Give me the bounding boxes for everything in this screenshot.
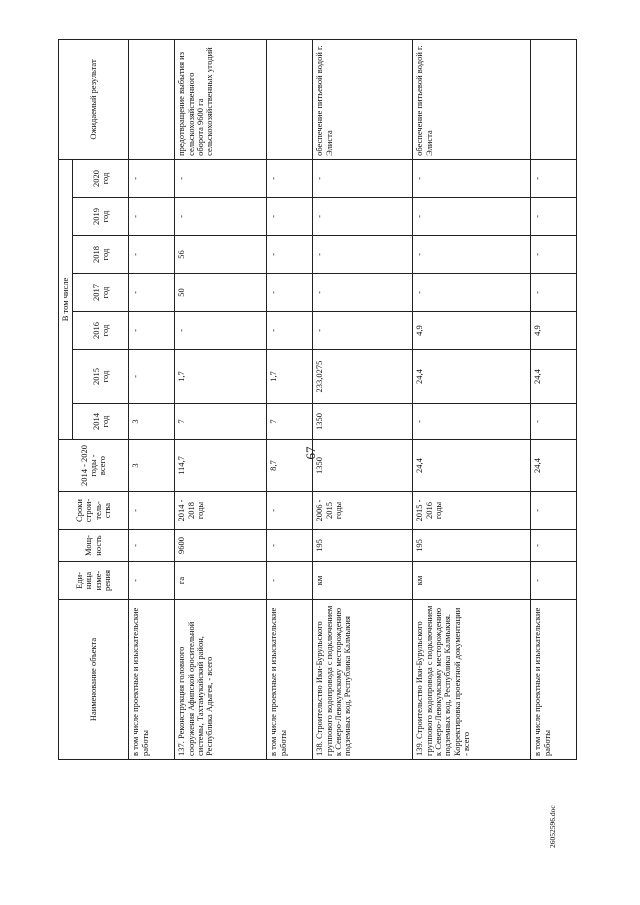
doc-code: 26052596.doc: [548, 805, 557, 848]
cell-terms: -: [129, 492, 175, 530]
cell-year-2020: -: [313, 159, 413, 197]
header-label: 2014 год: [90, 413, 110, 430]
table-row: [531, 39, 577, 759]
rotated-table-container: [58, 40, 558, 760]
cell-year-2018: -: [413, 236, 531, 274]
cell-capacity: 9600: [175, 530, 267, 562]
header-label: 2017 год: [90, 284, 110, 301]
cell-name: 137. Реконструкция головного сооружения Афипской оросительной системы, Тахтамукайский район, Республика Адыгея, - всего: [175, 600, 267, 760]
cell-name: в том числе проектные и изыскательские работы: [267, 600, 313, 760]
cell-terms: -: [267, 492, 313, 530]
cell-year-2017: -: [413, 274, 531, 312]
header-year-2016: [73, 312, 129, 350]
table-row: [129, 39, 175, 759]
header-label: Сроки строи- тель- ства: [73, 498, 113, 523]
header-terms: [59, 492, 129, 530]
investment-table: [58, 39, 577, 760]
header-label: Мощ- ность: [83, 535, 103, 556]
cell-year-2016: -: [175, 312, 267, 350]
cell-year-2019: -: [267, 198, 313, 236]
cell-year-2017: 50: [175, 274, 267, 312]
cell-total: 1350: [313, 440, 413, 492]
header-year-2014: [73, 404, 129, 440]
cell-total: 3: [129, 440, 175, 492]
table-row: [267, 39, 313, 759]
header-year-2017: [73, 274, 129, 312]
header-result: Ожидаемый результат: [59, 39, 129, 159]
cell-total: 24,4: [531, 440, 577, 492]
cell-year-2020: -: [531, 159, 577, 197]
cell-year-2014: -: [413, 404, 531, 440]
header-total: [59, 440, 129, 492]
cell-terms: 2014 - 2018 годы: [175, 492, 267, 530]
cell-year-2019: -: [413, 198, 531, 236]
cell-year-2019: -: [313, 198, 413, 236]
cell-year-2018: 56: [175, 236, 267, 274]
header-year-2018: [73, 236, 129, 274]
cell-year-2015: 233,0275: [313, 350, 413, 404]
cell-name: в том числе проектные и изыскательские работы: [531, 600, 577, 760]
cell-year-2015: 24,4: [531, 350, 577, 404]
header-label: Еди- ница изме- рения: [73, 569, 113, 592]
cell-year-2020: -: [129, 159, 175, 197]
cell-year-2018: -: [313, 236, 413, 274]
cell-year-2019: -: [531, 198, 577, 236]
cell-result: обеспечение питьевой водой г. Элиста: [313, 39, 413, 159]
cell-year-2015: -: [129, 350, 175, 404]
cell-year-2015: 1,7: [267, 350, 313, 404]
cell-year-2016: -: [313, 312, 413, 350]
header-capacity: [59, 530, 129, 562]
cell-terms: -: [531, 492, 577, 530]
cell-year-2014: -: [531, 404, 577, 440]
cell-year-2018: -: [531, 236, 577, 274]
cell-capacity: -: [531, 530, 577, 562]
cell-terms: 2015 - 2016 годы: [413, 492, 531, 530]
cell-year-2017: -: [267, 274, 313, 312]
cell-unit: га: [175, 562, 267, 600]
cell-total: 24,4: [413, 440, 531, 492]
cell-name: в том числе проектные и изыскательские работы: [129, 600, 175, 760]
cell-year-2014: 7: [175, 404, 267, 440]
cell-unit: км: [413, 562, 531, 600]
cell-result: [531, 39, 577, 159]
cell-year-2016: -: [129, 312, 175, 350]
header-label: 2019 год: [90, 208, 110, 225]
cell-year-2020: -: [267, 159, 313, 197]
cell-result: обеспечение питьевой водой г. Элиста: [413, 39, 531, 159]
cell-year-2017: -: [531, 274, 577, 312]
cell-unit: -: [267, 562, 313, 600]
cell-year-2016: -: [267, 312, 313, 350]
cell-terms: 2006 - 2015 годы: [313, 492, 413, 530]
cell-capacity: 195: [413, 530, 531, 562]
cell-year-2018: -: [129, 236, 175, 274]
header-year-2019: [73, 198, 129, 236]
cell-result: [267, 39, 313, 159]
table-row: [175, 39, 267, 759]
header-label: 2016 год: [90, 322, 110, 339]
cell-total: 8,7: [267, 440, 313, 492]
cell-year-2017: -: [313, 274, 413, 312]
cell-capacity: -: [267, 530, 313, 562]
cell-unit: км: [313, 562, 413, 600]
table-header: [59, 39, 129, 759]
cell-year-2020: -: [413, 159, 531, 197]
table-row: [313, 39, 413, 759]
table-body: [129, 39, 577, 759]
header-in-that-number: В том числе: [59, 159, 73, 439]
cell-year-2014: 7: [267, 404, 313, 440]
cell-year-2015: 1,7: [175, 350, 267, 404]
header-label: 2020 год: [90, 169, 110, 187]
cell-year-2017: -: [129, 274, 175, 312]
header-year-2020: [73, 159, 129, 197]
cell-year-2015: 24,4: [413, 350, 531, 404]
cell-year-2018: -: [267, 236, 313, 274]
page-number: 67: [303, 446, 318, 460]
cell-name: 139. Строительство Ики-Бурульского группового водопровода с подключением к Северо-Левокумскому месторождению подземных вод, Республика Калмыкия. Корректировка проектной документации - всего: [413, 600, 531, 760]
header-year-2015: [73, 350, 129, 404]
cell-year-2014: 3: [129, 404, 175, 440]
cell-year-2016: 4,9: [413, 312, 531, 350]
cell-result: [129, 39, 175, 159]
cell-year-2016: 4,9: [531, 312, 577, 350]
cell-unit: -: [129, 562, 175, 600]
header-label: 2018 год: [90, 246, 110, 263]
table-row: [413, 39, 531, 759]
cell-year-2020: -: [175, 159, 267, 197]
cell-capacity: -: [129, 530, 175, 562]
cell-total: 114,7: [175, 440, 267, 492]
cell-year-2019: -: [175, 198, 267, 236]
cell-year-2019: -: [129, 198, 175, 236]
cell-result: предотвращение выбытия из сельскохозяйственного оборота 9600 га сельскохозяйственных угодий: [175, 39, 267, 159]
header-name: Наименование объекта: [59, 600, 129, 760]
header-label: 2014 - 2020 годы - всего: [78, 444, 108, 487]
header-unit: [59, 562, 129, 600]
cell-unit: -: [531, 562, 577, 600]
header-label: 2015 год: [90, 368, 110, 385]
cell-capacity: 195: [313, 530, 413, 562]
cell-year-2014: 1350: [313, 404, 413, 440]
cell-name: 138. Строительство Ики-Бурульского группового водопровода с подключением к Северо-Левокумскому месторождению подземных вод, Республика Калмыкия: [313, 600, 413, 760]
